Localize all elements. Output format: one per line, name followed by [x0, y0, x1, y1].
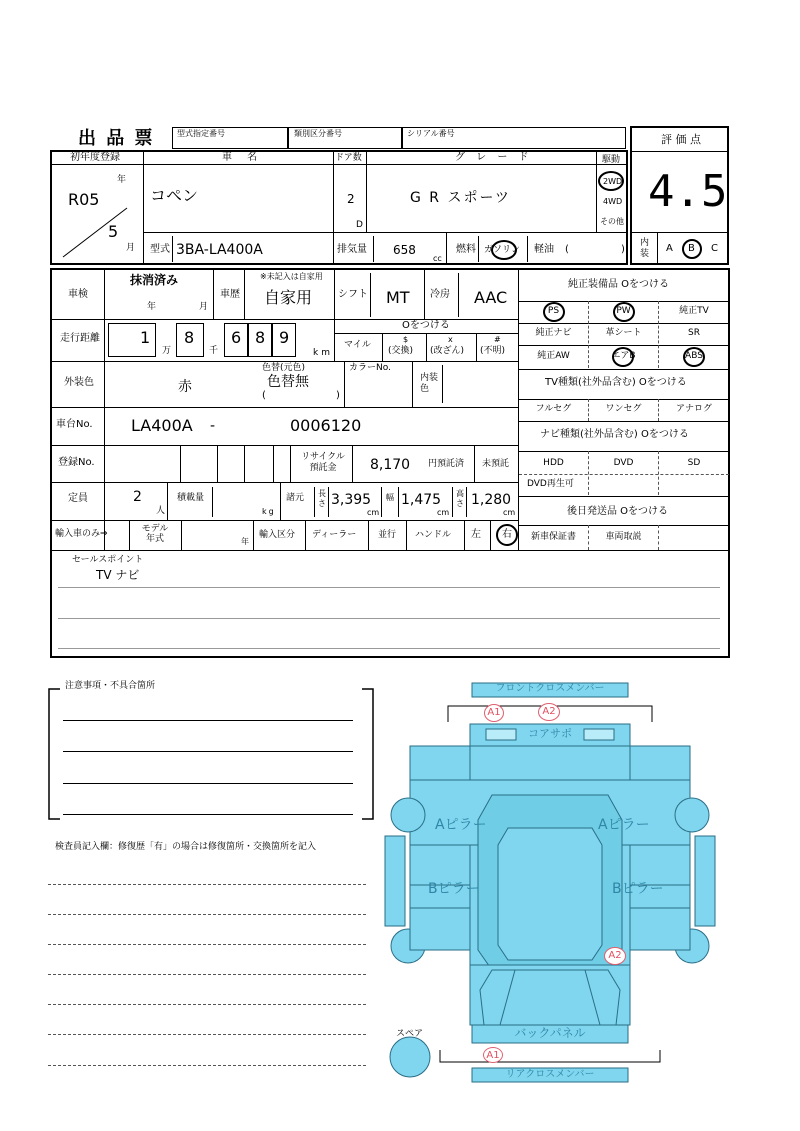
navi-sd[interactable]: SD — [687, 458, 701, 468]
equipment-pw[interactable]: PW — [616, 306, 631, 316]
front-member-label[interactable]: フロントクロスメンバー — [495, 683, 605, 694]
reg-era-year: R05 — [68, 190, 100, 209]
tv-analog[interactable]: アナログ — [675, 404, 712, 414]
damage-mark-a1-rear[interactable]: A1 — [483, 1047, 503, 1063]
mileage-cross: x — [448, 335, 453, 344]
length-value: 3,395 — [331, 492, 372, 508]
history-label: 車歴 — [220, 289, 240, 300]
handle-left[interactable]: 左 — [471, 529, 481, 540]
mileage-km: km — [313, 348, 333, 358]
sheet-title: 出 品 票 — [78, 128, 155, 149]
equipment-sr[interactable]: SR — [688, 328, 700, 338]
displacement-cc: cc — [433, 254, 442, 263]
back-panel-label[interactable]: バックパネル — [514, 1026, 586, 1040]
inspection-year: 年 — [147, 302, 157, 312]
mileage-digit-2-text: 8 — [184, 328, 195, 347]
interior-label: 内装 — [640, 238, 650, 259]
inspection-value: 抹消済み — [130, 273, 179, 287]
mileage-digit-3-text: 6 — [231, 328, 242, 347]
model-label: 型式 — [150, 244, 170, 255]
repaint-paren-open: ( — [262, 390, 266, 401]
caution-bracket — [46, 686, 376, 822]
displacement-label: 排気量 — [337, 244, 367, 255]
rank-c[interactable]: C — [711, 243, 718, 254]
mileage-man: 万 — [162, 346, 172, 356]
shift-value: MT — [386, 288, 410, 307]
doors-label: ドア数 — [335, 153, 362, 163]
grade-value: G R スポーツ — [410, 190, 511, 206]
rear-member-label[interactable]: リアクロスメンバー — [505, 1069, 595, 1080]
rank-a[interactable]: A — [666, 243, 673, 254]
inspection-month: 月 — [199, 302, 209, 312]
chassis-label: 車台No. — [56, 419, 93, 430]
mileage-tampered[interactable]: (改ざん) — [430, 346, 465, 356]
a-pillar-left-label[interactable]: Aピラー — [435, 817, 487, 833]
navi-hdd[interactable]: HDD — [543, 458, 564, 468]
equipment-navi[interactable]: 純正ナビ — [535, 328, 572, 338]
score-value: 4.5 — [648, 166, 728, 217]
model-year-label: モデル年式 — [141, 524, 169, 544]
chassis-prefix: LA400A — [131, 416, 193, 435]
equipment-title: 純正装備品 Oをつける — [568, 279, 670, 290]
reg-month-mark: 月 — [126, 243, 136, 253]
fuel-gasoline-circle-icon — [491, 240, 517, 260]
exterior-label: 外装色 — [64, 377, 94, 388]
chassis-number: 0006120 — [290, 416, 362, 435]
import-label: 輸入車のみ⇒ — [55, 529, 108, 539]
doors-value: 2 — [347, 192, 355, 206]
damage-mark-a1-front[interactable]: A1 — [484, 704, 504, 722]
model-value: 3BA-LA400A — [176, 242, 263, 258]
navi-title: ナビ種類(社外品含む) Oをつける — [540, 429, 689, 440]
spare-label: スペア — [396, 1029, 424, 1039]
capacity-label: 定員 — [68, 493, 88, 504]
equipment-pw-circle-icon — [613, 302, 635, 322]
width-value: 1,475 — [401, 492, 442, 508]
exterior-value: 赤 — [178, 379, 192, 395]
length-label: 長さ — [318, 489, 326, 508]
width-cm: cm — [437, 508, 450, 517]
handle-right[interactable]: 右 — [502, 529, 512, 540]
recycle-not[interactable]: 未預託 — [482, 459, 510, 469]
tv-title: TV種類(社外品含む) Oをつける — [545, 377, 687, 388]
car-name: コペン — [150, 186, 199, 205]
chassis-dash: - — [210, 418, 216, 434]
mileage-exchange[interactable]: (交換) — [388, 346, 414, 356]
score-label: 評 価 点 — [661, 133, 701, 146]
sales-point-value: TV ナビ — [96, 568, 140, 582]
equipment-airbag-circle-icon — [612, 347, 634, 367]
reg-no-label: 登録No. — [58, 457, 95, 468]
color-no-label: カラーNo. — [349, 363, 391, 373]
category-label: 類別区分番号 — [294, 129, 342, 138]
interior-color-label: 内装色 — [420, 373, 439, 394]
recycle-done[interactable]: 円預託済 — [428, 459, 465, 469]
history-note: ※未記入は自家用 — [260, 272, 323, 281]
recycle-label: リサイクル預託金 — [301, 452, 345, 473]
equipment-tv[interactable]: 純正TV — [679, 306, 709, 316]
equipment-airbag[interactable]: エアB — [611, 351, 636, 361]
recycle-value: 8,170 — [370, 457, 411, 473]
diesel-paren-open: ( — [565, 244, 569, 255]
equipment-leather[interactable]: 革シート — [605, 328, 642, 338]
car-name-label: 車 名 — [222, 152, 264, 163]
shift-label: シフト — [338, 289, 368, 300]
height-label: 高さ — [456, 489, 464, 508]
import-dealer[interactable]: ディーラー — [312, 530, 357, 540]
capacity-value: 2 — [133, 489, 142, 505]
type-spec-label: 型式指定番号 — [177, 129, 225, 138]
dims-label: 諸元 — [286, 493, 305, 503]
dvd-playback[interactable]: DVD再生可 — [527, 479, 574, 489]
import-type-label: 輸入区分 — [259, 530, 296, 540]
mileage-digit-5-text: 9 — [279, 328, 290, 347]
capacity-person: 人 — [156, 506, 166, 516]
drive-4wd[interactable]: 4WD — [603, 197, 623, 206]
height-cm: cm — [503, 508, 516, 517]
mileage-mile[interactable]: マイル — [344, 340, 371, 350]
repaint-paren-close: ) — [336, 390, 340, 401]
equipment-abs-circle-icon — [683, 347, 705, 367]
navi-dvd[interactable]: DVD — [613, 458, 634, 468]
core-support-label[interactable]: コアサポ — [528, 727, 572, 740]
sales-point-label: セールスポイント — [72, 555, 144, 565]
later-title: 後日発送品 Oをつける — [567, 506, 669, 517]
load-label: 積載量 — [177, 493, 205, 503]
handle-label: ハンドル — [415, 530, 452, 540]
equipment-ps-circle-icon — [543, 302, 565, 322]
caution-label: 注意事項・不具合箇所 — [65, 681, 156, 691]
fuel-label: 燃料 — [456, 244, 476, 255]
handle-right-circle-icon — [496, 524, 518, 546]
diesel-paren-close: ) — [621, 244, 625, 255]
serial-label: シリアル番号 — [407, 129, 455, 138]
a-pillar-right-label[interactable]: Aピラー — [598, 817, 650, 833]
import-parallel[interactable]: 並行 — [378, 530, 397, 540]
later-manual[interactable]: 車両取説 — [605, 532, 642, 542]
mileage-digit-4-text: 8 — [255, 328, 266, 347]
mileage-sen: 千 — [209, 346, 219, 356]
length-cm: cm — [367, 508, 380, 517]
doors-suffix: D — [356, 220, 363, 230]
ac-value: AAC — [474, 288, 508, 307]
equipment-ps[interactable]: PS — [547, 306, 560, 316]
ac-label: 冷房 — [430, 289, 450, 300]
mileage-dollar: $ — [403, 335, 409, 344]
inspection-label: 車検 — [68, 289, 88, 300]
tv-oneseg[interactable]: ワンセグ — [605, 404, 642, 414]
later-warranty[interactable]: 新車保証書 — [530, 532, 576, 542]
load-kg: kg — [262, 507, 276, 516]
repaint-label: 色替(元色) — [262, 363, 306, 373]
drive-2wd-circle-icon — [598, 171, 624, 191]
mileage-label: 走行距離 — [60, 333, 100, 344]
height-value: 1,280 — [471, 492, 512, 508]
grade-label: グ レ ー ド — [455, 152, 533, 163]
fuel-gasoline[interactable]: ガソリン — [484, 245, 521, 255]
displacement-value: 658 — [393, 243, 416, 257]
import-year-mark: 年 — [241, 537, 249, 546]
b-pillar-right-label[interactable]: Bピラー — [612, 881, 664, 897]
mileage-circle-note: Oをつける — [402, 320, 450, 331]
reg-year-mark: 年 — [117, 175, 127, 185]
drive-label: 駆動 — [602, 155, 621, 165]
drive-other[interactable]: その他 — [600, 217, 624, 226]
damage-mark-a2-rear[interactable]: A2 — [604, 947, 626, 965]
tv-fullseg[interactable]: フルセグ — [535, 404, 572, 414]
history-value: 自家用 — [264, 288, 313, 307]
b-pillar-left-label[interactable]: Bピラー — [428, 881, 480, 897]
mileage-hash: # — [494, 335, 501, 344]
width-label: 幅 — [386, 493, 394, 502]
reg-month: 5 — [108, 222, 119, 241]
equipment-aw[interactable]: 純正AW — [537, 351, 570, 361]
rank-b[interactable]: B — [688, 243, 695, 254]
diesel-label[interactable]: 軽油 — [534, 244, 554, 255]
mileage-unknown[interactable]: (不明) — [480, 346, 506, 356]
inspector-label: 検査員記入欄：修復歴「有」の場合は修復箇所・交換箇所を記入 — [55, 842, 317, 852]
damage-mark-a2-front[interactable]: A2 — [538, 703, 560, 721]
rank-b-circle-icon — [682, 239, 702, 259]
equipment-abs[interactable]: ABS — [685, 351, 703, 361]
drive-2wd[interactable]: 2WD — [603, 177, 623, 186]
mileage-digit-1-text: 1 — [140, 328, 151, 347]
first-reg-label: 初年度登録 — [70, 152, 120, 163]
reg-divider-slash — [60, 205, 130, 260]
repaint-value: 色替無 — [267, 374, 309, 390]
